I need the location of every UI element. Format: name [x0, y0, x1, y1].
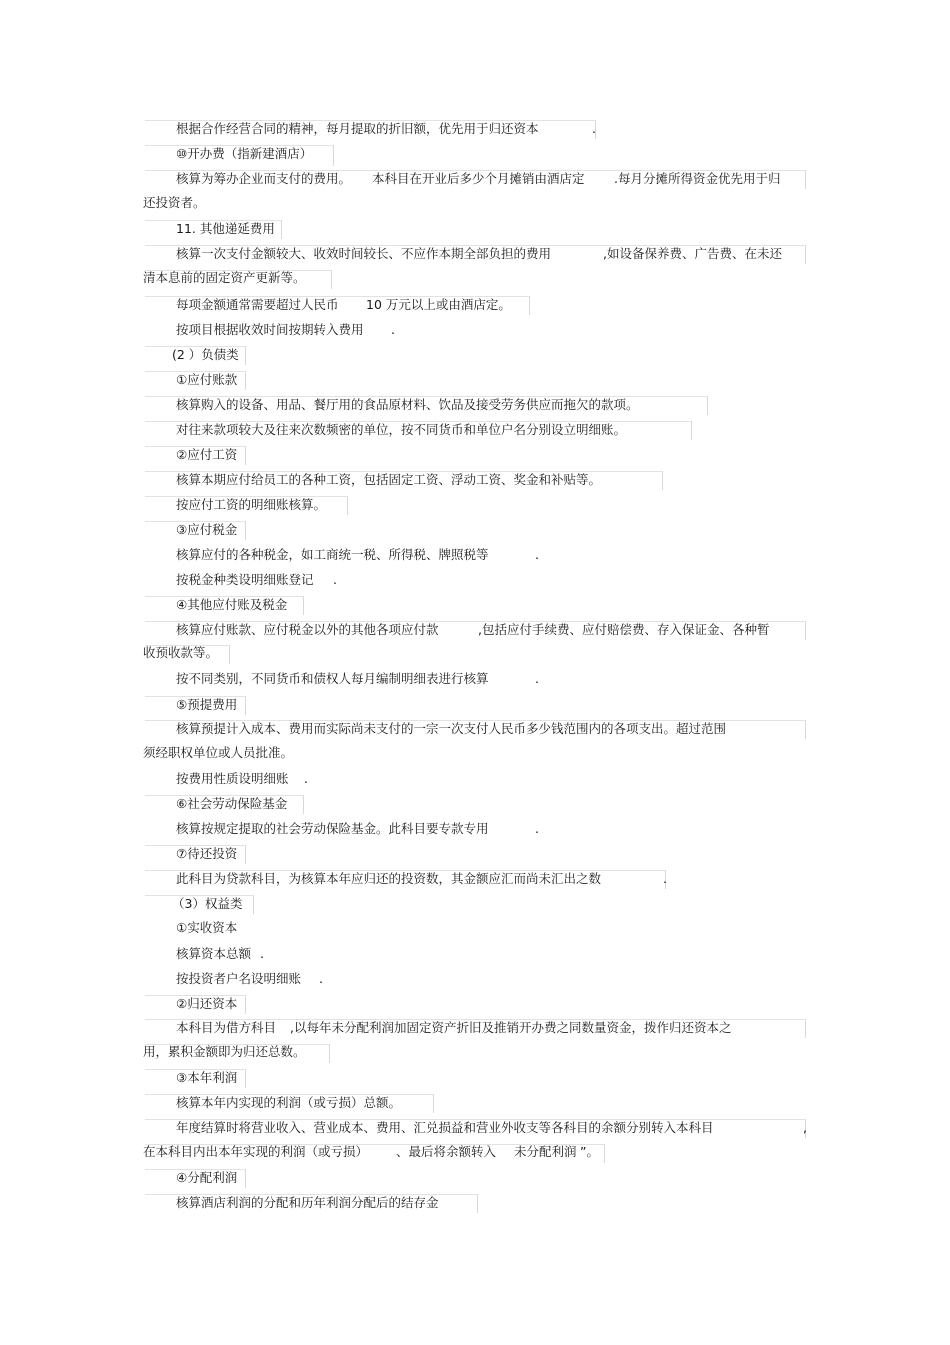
text-line: 对往来款项较大及往来次数频密的单位，按不同货币和单位户名分别设立明细账。	[176, 422, 627, 437]
text-fragment: .	[260, 946, 264, 961]
text-line: 核算为筹办企业而支付的费用。	[176, 171, 352, 186]
text-line: 核算本期应付给员工的各种工资，包括固定工资、浮动工资、奖金和补贴等。	[176, 472, 602, 487]
text-fragment: 、最后将余额转入	[396, 1144, 497, 1159]
section-heading: (2 ）负债类	[172, 347, 239, 362]
section-heading: 11. 其他递延费用	[176, 221, 275, 236]
section-heading: ⑩开办费（指新建酒店）	[176, 146, 313, 161]
text-line: 按不同类别，不同货币和债权人每月编制明细表进行核算	[176, 671, 489, 686]
subsection-heading: ④分配利润	[176, 1170, 238, 1185]
text-line: 核算应付账款、应付税金以外的其他各项应付款	[176, 622, 439, 637]
text-fragment: .	[535, 671, 539, 686]
text-line: 此科目为贷款科目，为核算本年应归还的投资数，其金额应汇而尚未汇出之数	[176, 871, 602, 886]
text-line: 按应付工资的明细账核算。	[176, 497, 327, 512]
text-line: 核算应付的各种税金，如工商统一税、所得税、牌照税等	[176, 547, 489, 562]
subsection-heading: ①实收资本	[176, 920, 238, 935]
text-line: 还投资者。	[143, 195, 206, 210]
text-line: 根据合作经营合同的精神，每月提取的折旧额，优先用于归还资本	[176, 121, 539, 136]
text-fragment: ,	[803, 1120, 807, 1135]
text-fragment: ”。	[580, 1144, 599, 1159]
text-line: 每项金额通常需要超过人民币	[176, 297, 339, 312]
text-fragment: .	[535, 547, 539, 562]
subsection-heading: ②归还资本	[176, 996, 238, 1011]
text-line: 收预收款等。	[143, 645, 219, 660]
text-line: 核算预提计入成本、费用而实际尚未支付的一宗一次支付人民币多少钱范围内的各项支出。超过范围	[176, 721, 727, 736]
text-fragment: ,包括应付手续费、应付赔偿费、存入保证金、各种暂	[478, 622, 770, 637]
subsection-heading: ②应付工资	[176, 447, 238, 462]
text-line: 核算按规定提取的社会劳动保险基金。此科目要专款专用	[176, 821, 489, 836]
subsection-heading: ④其他应付账及税金	[176, 597, 288, 612]
text-line: 按费用性质设明细账	[176, 771, 289, 786]
text-line: 核算资本总额	[176, 946, 252, 961]
text-fragment: 10 万元以上或由酒店定。	[366, 297, 511, 312]
text-fragment: ,如设备保养费、广告费、在未还	[603, 246, 782, 261]
text-fragment: ,以每年未分配利润加固定资产折旧及推销开办费之同数量资金，拨作归还资本之	[290, 1020, 732, 1035]
text-line: 核算一次支付金额较大、收效时间较长、不应作本期全部负担的费用	[176, 246, 552, 261]
text-line: 按投资者户名设明细账	[176, 971, 302, 986]
text-line: 核算购入的设备、用品、餐厅用的食品原材料、饮品及接受劳务供应而拖欠的款项。	[176, 397, 639, 412]
text-fragment: 未分配利润	[514, 1144, 577, 1159]
subsection-heading: ③本年利润	[176, 1070, 238, 1085]
text-fragment: .	[592, 121, 596, 136]
subsection-heading: ①应付账款	[176, 372, 238, 387]
subsection-heading: ⑥社会劳动保险基金	[176, 796, 288, 811]
text-line: 核算本年内实现的利润（或亏损）总额。	[176, 1095, 402, 1110]
text-line: 按项目根据收效时间按期转入费用	[176, 322, 364, 337]
text-fragment: .	[663, 871, 667, 886]
text-fragment: .	[304, 771, 308, 786]
text-fragment: 本科目在开业后多少个月摊销由酒店定	[372, 171, 585, 186]
subsection-heading: ③应付税金	[176, 522, 238, 537]
text-line: 用，累积金额即为归还总数。	[143, 1044, 306, 1059]
text-line: 年度结算时将营业收入、营业成本、费用、汇兑损益和营业外收支等各科目的余额分别转入本科目	[176, 1120, 714, 1135]
text-fragment: .	[333, 572, 337, 587]
section-heading: （3）权益类	[172, 896, 243, 911]
text-line: 核算酒店利润的分配和历年利润分配后的结存金	[176, 1195, 439, 1210]
subsection-heading: ⑦待还投资	[176, 846, 238, 861]
text-line: 须经职权单位或人员批准。	[143, 745, 294, 760]
text-fragment: .	[391, 322, 395, 337]
text-line: 按税金种类设明细账登记	[176, 572, 314, 587]
text-line: 在本科目内出本年实现的利润（或亏损）	[143, 1144, 369, 1159]
text-line: 本科目为借方科目	[176, 1020, 277, 1035]
text-fragment: .	[535, 821, 539, 836]
text-fragment: .每月分摊所得资金优先用于归	[614, 171, 781, 186]
subsection-heading: ⑤预提费用	[176, 697, 238, 712]
text-fragment: .	[319, 971, 323, 986]
text-line: 清本息前的固定资产更新等。	[143, 270, 306, 285]
